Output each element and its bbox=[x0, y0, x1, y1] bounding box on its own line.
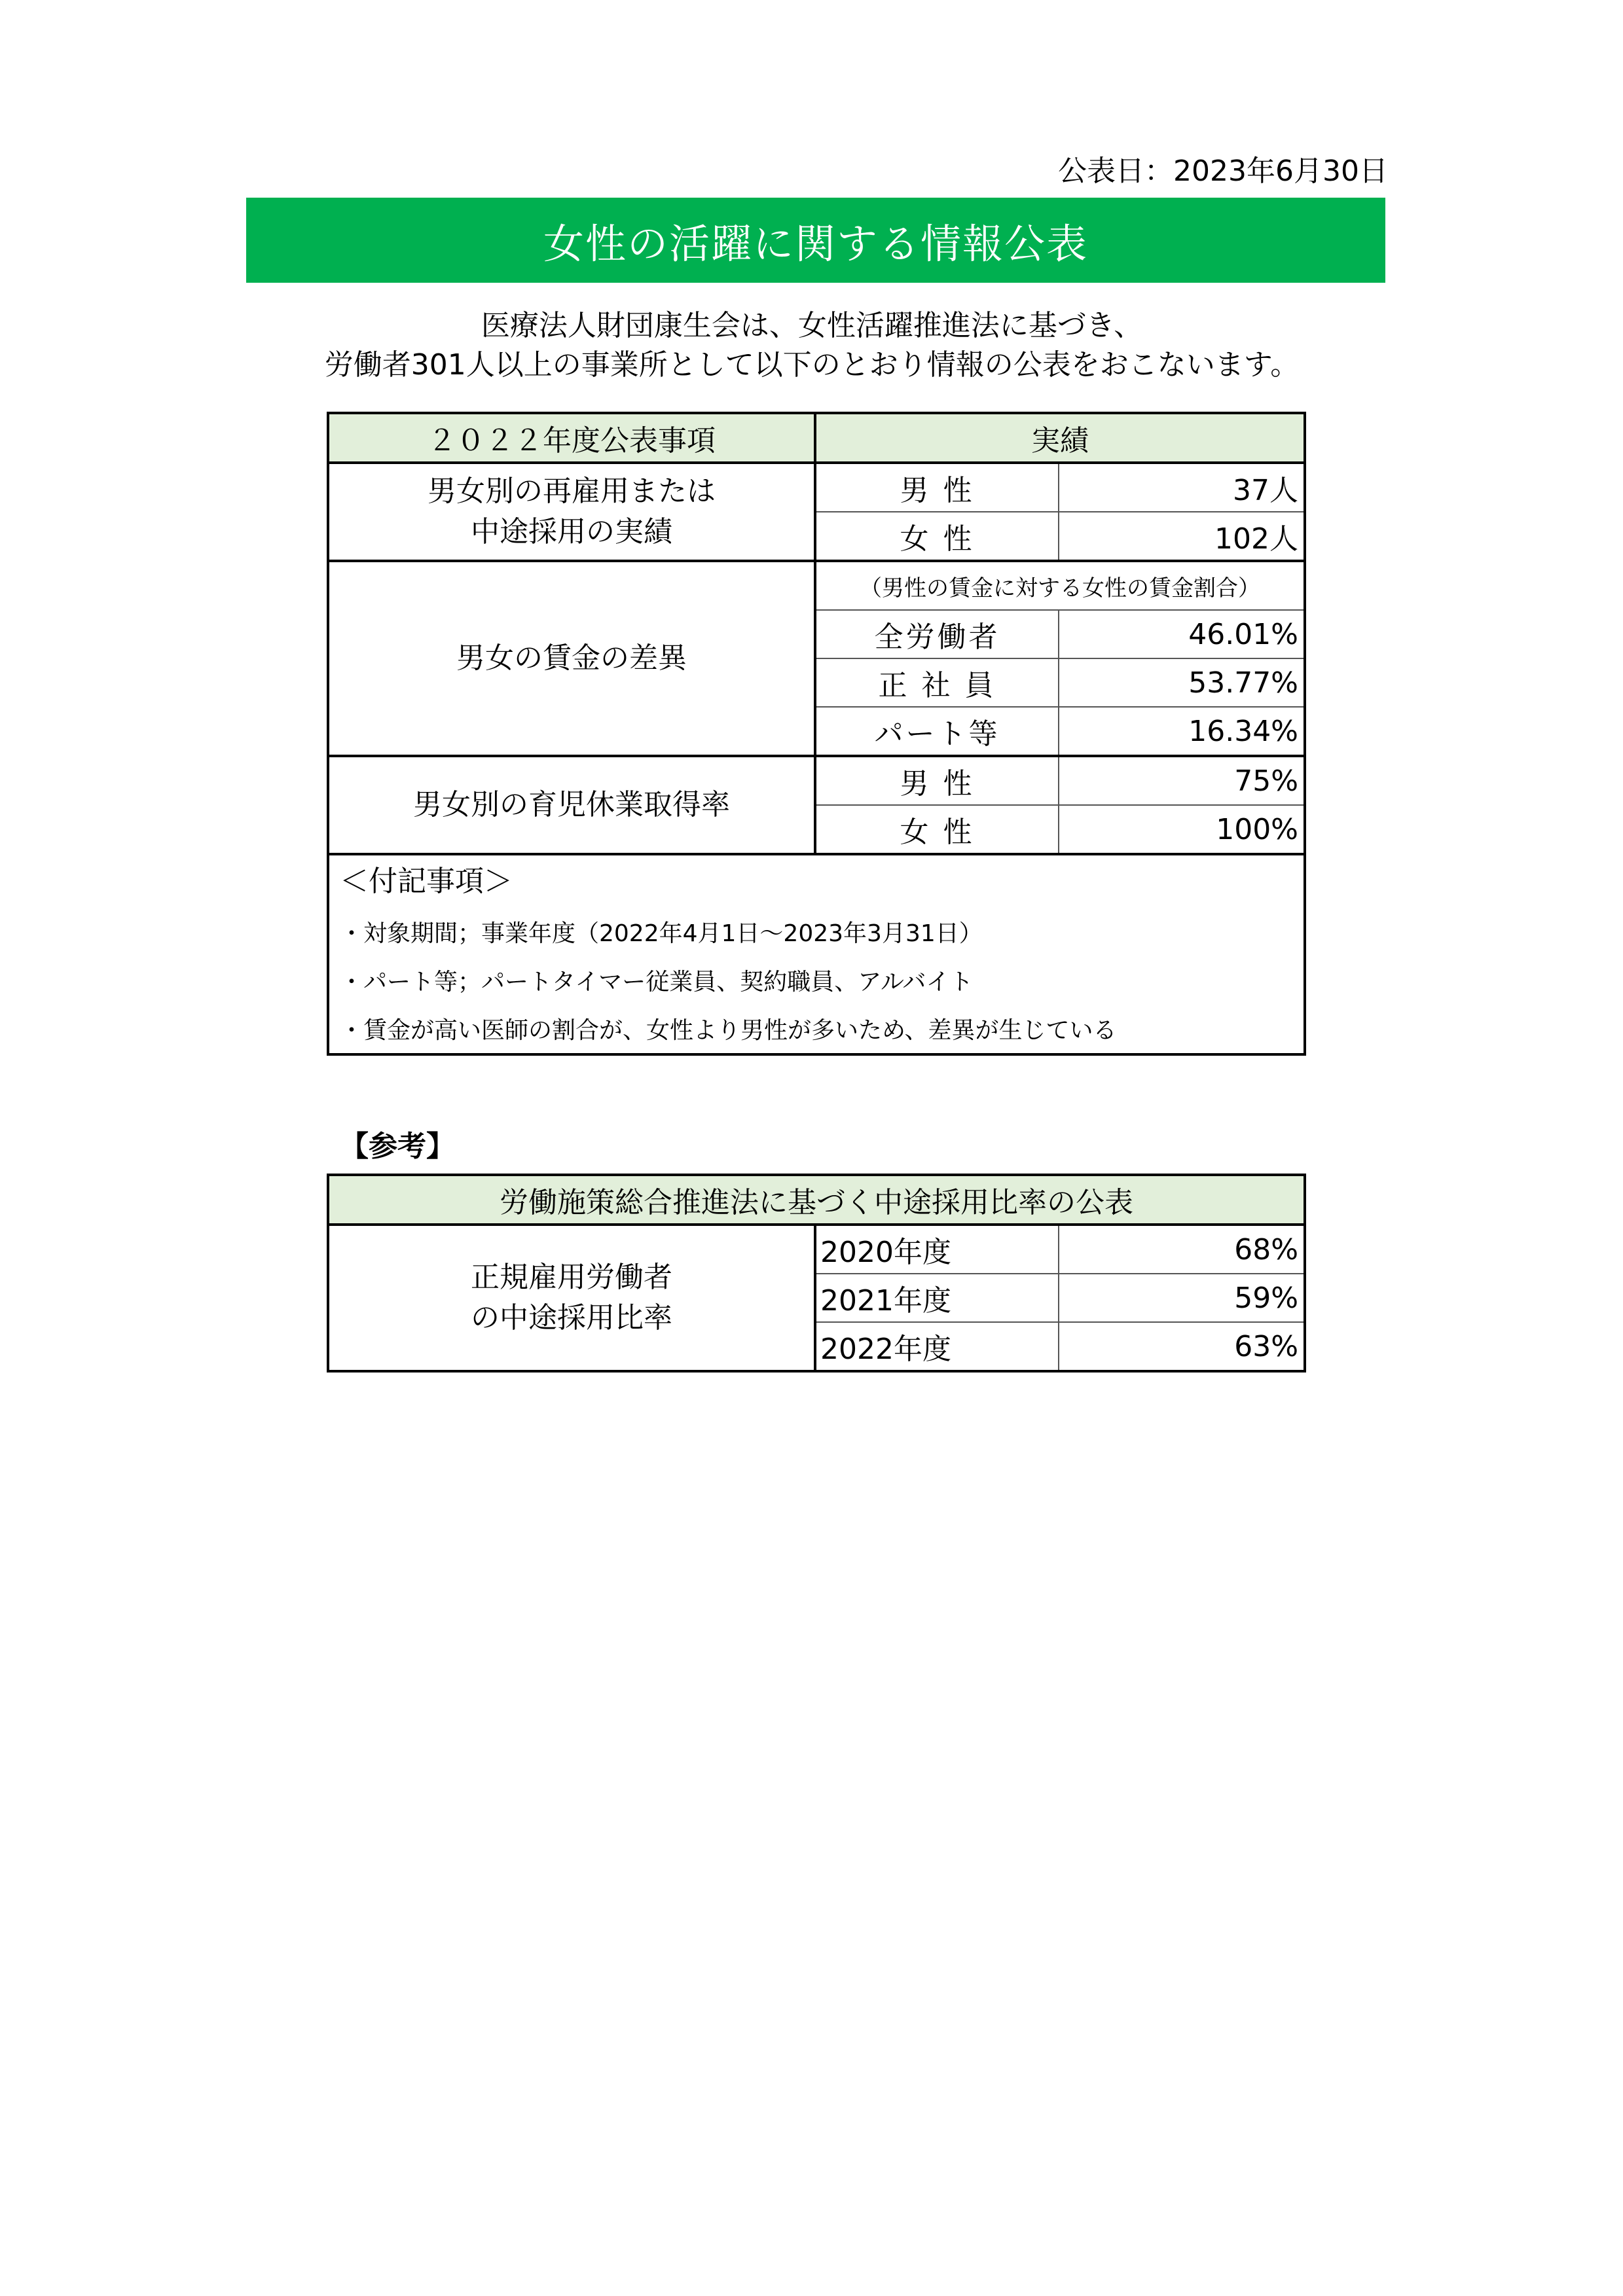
wage-part-value: 16.34% bbox=[1059, 707, 1305, 756]
reference-item-line-2: の中途採用比率 bbox=[471, 1301, 672, 1335]
intro-line-1: 医療法人財団康生会は、女性活躍推進法に基づき、 bbox=[481, 309, 1143, 342]
reference-item-line-1: 正規雇用労働者 bbox=[471, 1261, 672, 1294]
wage-gap-label: 男女の賃金の差異 bbox=[328, 561, 815, 756]
notes-title: ＜付記事項＞ bbox=[340, 865, 513, 898]
reference-item bbox=[328, 1225, 815, 1371]
rehire-label bbox=[328, 463, 815, 561]
table-row bbox=[328, 756, 1305, 805]
wage-all-value: 46.01% bbox=[1059, 610, 1305, 658]
childcare-male-label: 男 性 bbox=[815, 756, 1059, 805]
year-2022-value: 63% bbox=[1059, 1322, 1305, 1371]
wage-part-label: パート等 bbox=[815, 707, 1059, 756]
year-2021-value: 59% bbox=[1059, 1274, 1305, 1322]
childcare-female-label: 女 性 bbox=[815, 805, 1059, 854]
notes-row bbox=[328, 854, 1305, 1054]
year-2022-label: 2022年度 bbox=[815, 1322, 1059, 1371]
wage-regular-value: 53.77% bbox=[1059, 658, 1305, 707]
rehire-female-value: 102人 bbox=[1059, 512, 1305, 561]
table-row bbox=[328, 561, 1305, 610]
table-header-row bbox=[328, 413, 1305, 463]
wage-gap-note: （男性の賃金に対する女性の賃金割合） bbox=[815, 561, 1305, 610]
note-line: ・パート等；パートタイマー従業員、契約職員、アルバイト bbox=[340, 969, 974, 996]
rehire-label-line-2: 中途採用の実績 bbox=[471, 515, 672, 548]
rehire-female-label: 女 性 bbox=[815, 512, 1059, 561]
table-header-row bbox=[328, 1175, 1305, 1225]
reference-label: 【参考】 bbox=[340, 1130, 455, 1163]
wage-all-label: 全労働者 bbox=[815, 610, 1059, 658]
header-item: ２０２２年度公表事項 bbox=[328, 413, 815, 463]
header-result: 実績 bbox=[815, 413, 1305, 463]
notes-cell bbox=[328, 854, 1305, 1054]
rehire-male-value: 37人 bbox=[1059, 463, 1305, 512]
page-title: 女性の活躍に関する情報公表 bbox=[543, 219, 1088, 268]
rehire-male-label: 男 性 bbox=[815, 463, 1059, 512]
rehire-label-line-1: 男女別の再雇用または bbox=[428, 475, 716, 508]
childcare-male-value: 75% bbox=[1059, 756, 1305, 805]
reference-header: 労働施策総合推進法に基づく中途採用比率の公表 bbox=[328, 1175, 1305, 1225]
note-line: ・賃金が高い医師の割合が、女性より男性が多いため、差異が生じている bbox=[340, 1017, 1117, 1044]
reference-table bbox=[327, 1174, 1306, 1372]
table-row bbox=[328, 1225, 1305, 1274]
year-2021-label: 2021年度 bbox=[815, 1274, 1059, 1322]
intro-text bbox=[196, 306, 1427, 385]
intro-line-2: 労働者301人以上の事業所として以下のとおり情報の公表をおこないます。 bbox=[324, 348, 1300, 382]
disclosure-table bbox=[327, 412, 1306, 1056]
table-row bbox=[328, 463, 1305, 512]
childcare-female-value: 100% bbox=[1059, 805, 1305, 854]
year-2020-label: 2020年度 bbox=[815, 1225, 1059, 1274]
publication-date: 公表日：2023年6月30日 bbox=[1058, 154, 1388, 188]
year-2020-value: 68% bbox=[1059, 1225, 1305, 1274]
wage-regular-label: 正 社 員 bbox=[815, 658, 1059, 707]
page-title-banner bbox=[246, 198, 1385, 283]
note-line: ・対象期間；事業年度（2022年4月1日～2023年3月31日） bbox=[340, 920, 983, 947]
childcare-label: 男女別の育児休業取得率 bbox=[328, 756, 815, 854]
